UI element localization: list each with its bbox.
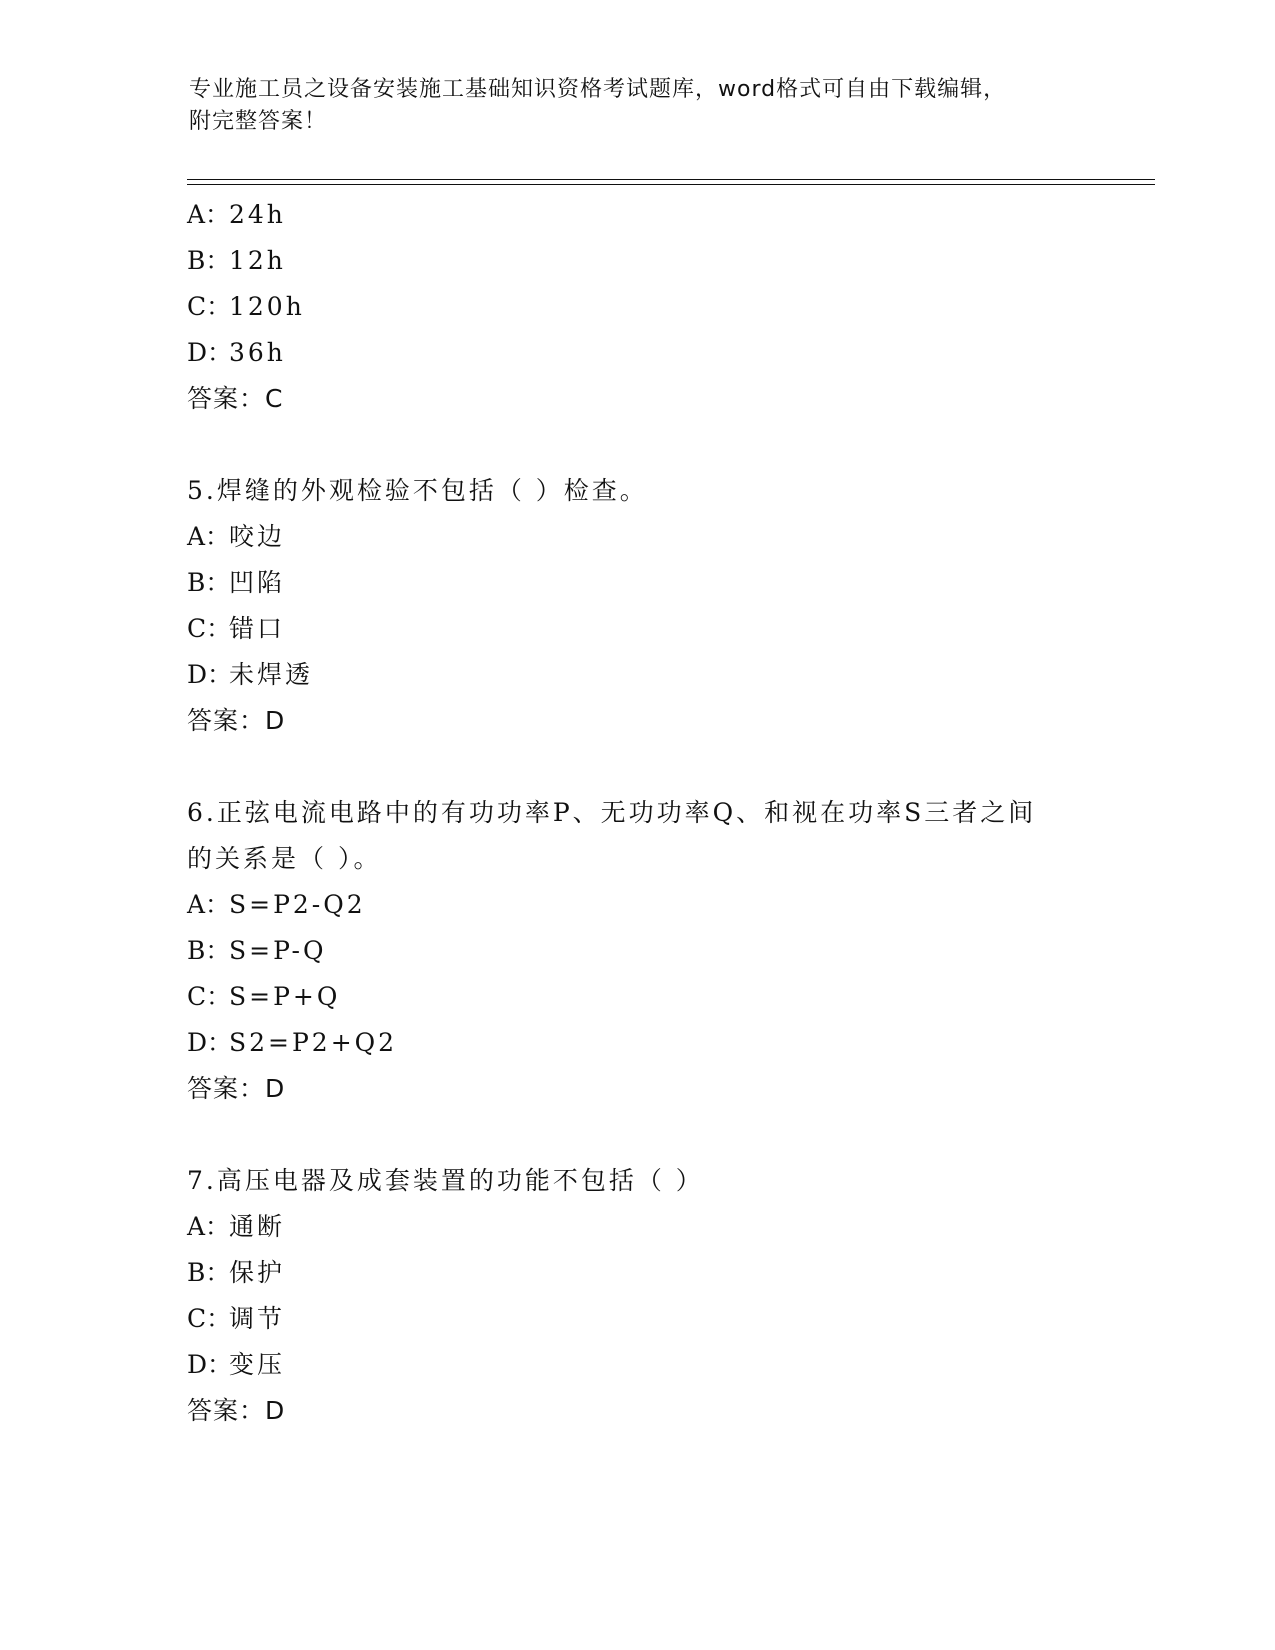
option-label: D： xyxy=(187,1350,233,1379)
option-text: 保护 xyxy=(229,1258,286,1287)
option-text: 调节 xyxy=(229,1304,286,1333)
answer-line: 答案：C xyxy=(187,384,284,413)
option-a xyxy=(187,514,1087,560)
option-label: C： xyxy=(187,614,232,643)
option-label: B： xyxy=(187,1258,231,1287)
option-label: C： xyxy=(187,982,232,1011)
answer-line: 答案：D xyxy=(187,1396,286,1425)
header-line-2: 附完整答案！ xyxy=(189,109,328,134)
option-label: A： xyxy=(187,1212,231,1241)
option-label: B： xyxy=(187,936,231,965)
option-label: A： xyxy=(187,200,231,229)
document-header xyxy=(189,74,1069,138)
option-a xyxy=(187,192,1087,238)
question-block-6 xyxy=(187,790,1087,1112)
option-label: B： xyxy=(187,246,231,275)
option-d xyxy=(187,652,1087,698)
option-text: S=P-Q xyxy=(229,936,327,965)
header-line-1: 专业施工员之设备安装施工基础知识资格考试题库，word格式可自由下载编辑， xyxy=(189,77,1007,102)
header-divider-top xyxy=(187,179,1155,180)
option-text: 未焊透 xyxy=(229,660,314,689)
question-block-7 xyxy=(187,1158,1087,1434)
question-stem-line-2: 的关系是（ ）。 xyxy=(187,844,382,873)
option-c xyxy=(187,284,1087,330)
option-label: D： xyxy=(187,1028,233,1057)
option-text: 通断 xyxy=(229,1212,286,1241)
option-text: 凹陷 xyxy=(229,568,286,597)
option-a xyxy=(187,1204,1087,1250)
option-text: 24h xyxy=(229,200,286,229)
option-label: D： xyxy=(187,338,233,367)
question-list xyxy=(187,192,1087,1434)
question-spacer xyxy=(187,1112,1087,1158)
option-b xyxy=(187,1250,1087,1296)
option-c xyxy=(187,1296,1087,1342)
option-b xyxy=(187,238,1087,284)
option-d xyxy=(187,1342,1087,1388)
option-text: S=P+Q xyxy=(229,982,341,1011)
question-spacer xyxy=(187,422,1087,468)
question-spacer xyxy=(187,744,1087,790)
option-b xyxy=(187,928,1087,974)
option-text: 错口 xyxy=(229,614,286,643)
option-a xyxy=(187,882,1087,928)
answer-line: 答案：D xyxy=(187,706,286,735)
option-text: 120h xyxy=(229,292,305,321)
option-d xyxy=(187,1020,1087,1066)
question-stem-line-1: 6.正弦电流电路中的有功功率P、无功功率Q、和视在功率S三者之间 xyxy=(187,798,1037,827)
question-stem: 7.高压电器及成套装置的功能不包括（ ） xyxy=(187,1166,704,1195)
option-text: 36h xyxy=(229,338,286,367)
option-label: A： xyxy=(187,522,231,551)
option-d xyxy=(187,330,1087,376)
option-label: C： xyxy=(187,292,232,321)
option-label: A： xyxy=(187,890,231,919)
question-block-4 xyxy=(187,192,1087,422)
option-label: D： xyxy=(187,660,233,689)
question-stem: 5.焊缝的外观检验不包括（ ）检查。 xyxy=(187,476,648,505)
option-text: 咬边 xyxy=(229,522,286,551)
option-text: 12h xyxy=(229,246,286,275)
option-text: 变压 xyxy=(229,1350,286,1379)
option-c xyxy=(187,974,1087,1020)
question-block-5 xyxy=(187,468,1087,744)
option-text: S2=P2+Q2 xyxy=(229,1028,398,1057)
answer-line: 答案：D xyxy=(187,1074,286,1103)
option-label: B： xyxy=(187,568,231,597)
option-b xyxy=(187,560,1087,606)
header-divider-bottom xyxy=(187,184,1155,185)
option-label: C： xyxy=(187,1304,232,1333)
option-text: S=P2-Q2 xyxy=(229,890,366,919)
option-c xyxy=(187,606,1087,652)
